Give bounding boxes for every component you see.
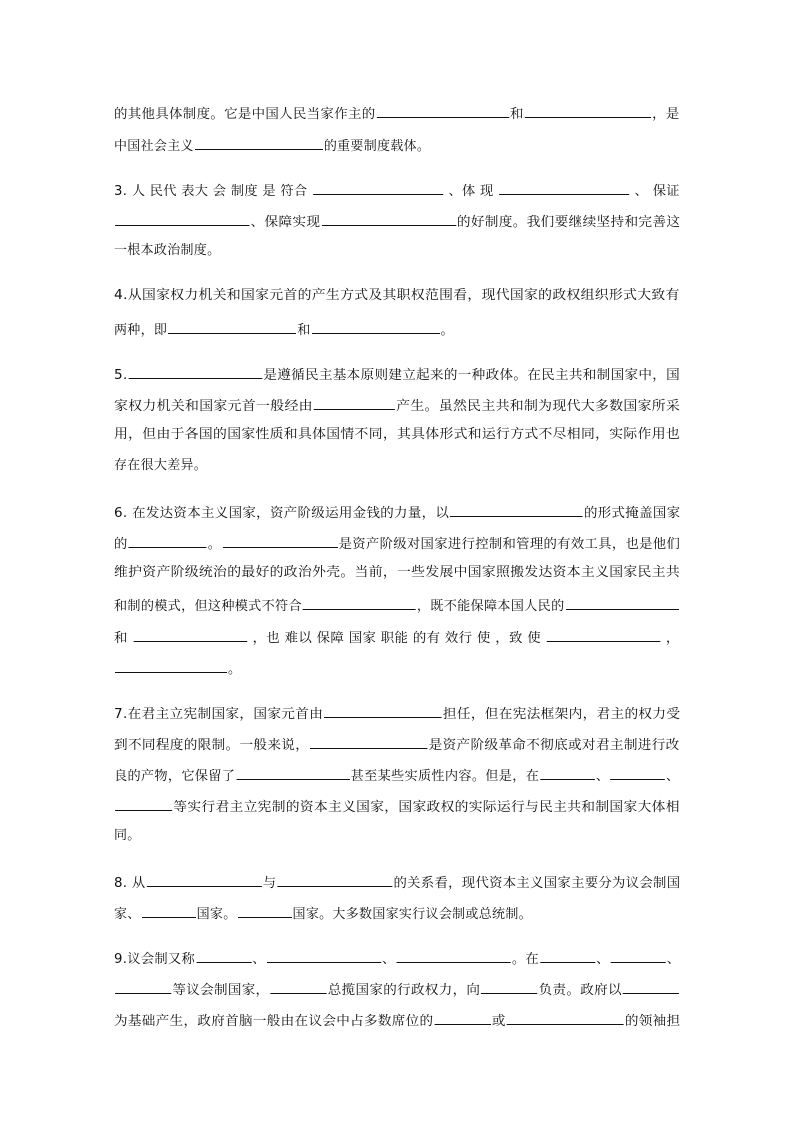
text-line bbox=[114, 628, 680, 647]
fill-in-blank[interactable] bbox=[525, 104, 651, 118]
fill-in-blank[interactable] bbox=[168, 320, 296, 334]
fill-in-blank[interactable] bbox=[397, 949, 511, 963]
fill-in-blank[interactable] bbox=[115, 212, 249, 226]
text-run: 。 bbox=[228, 662, 242, 677]
text-run: 6. 在发达资本主义国家，资产阶级运用金钱的力量，以 bbox=[114, 506, 450, 521]
fill-in-blank[interactable] bbox=[499, 181, 629, 195]
text-line bbox=[114, 104, 680, 123]
text-run: 总揽国家的行政权力，向 bbox=[327, 983, 481, 998]
fill-in-blank[interactable] bbox=[270, 980, 326, 994]
text-run: 和 bbox=[297, 323, 311, 338]
fill-in-blank[interactable] bbox=[611, 949, 666, 963]
fill-in-blank[interactable] bbox=[540, 766, 595, 780]
text-run: 产生。虽然民主共和制为现代大多数国家所采 bbox=[396, 399, 681, 414]
text-run: 中国社会主义 bbox=[114, 139, 194, 154]
fill-in-blank[interactable] bbox=[314, 396, 395, 410]
fill-in-blank[interactable] bbox=[133, 628, 247, 642]
text-run: 、 保证 bbox=[630, 184, 680, 199]
fill-in-blank[interactable] bbox=[238, 904, 292, 918]
text-run: 、 bbox=[596, 952, 610, 967]
text-run: ， bbox=[661, 631, 680, 646]
text-run: 、保障实现 bbox=[250, 215, 321, 230]
text-run: 和 bbox=[114, 631, 133, 646]
text-run: 。在 bbox=[511, 952, 540, 967]
text-run: ，也 难以 保障 国家 职能 的有 效行 使 ，致 使 bbox=[247, 631, 546, 646]
text-run: 同。 bbox=[114, 828, 141, 843]
text-line bbox=[114, 458, 207, 474]
text-line bbox=[114, 704, 680, 723]
text-line bbox=[114, 596, 680, 615]
fill-in-blank[interactable] bbox=[623, 980, 679, 994]
text-line bbox=[114, 565, 680, 581]
text-run: 家、 bbox=[114, 907, 141, 922]
fill-in-blank[interactable] bbox=[115, 659, 227, 673]
text-run: 。 bbox=[207, 537, 222, 552]
fill-in-blank[interactable] bbox=[610, 766, 665, 780]
text-run: ，既不能保障本国人民的 bbox=[416, 599, 565, 614]
text-line bbox=[114, 828, 141, 844]
text-run: 、 bbox=[595, 769, 610, 784]
fill-in-blank[interactable] bbox=[434, 1011, 490, 1025]
text-line bbox=[114, 766, 680, 785]
text-run: 负责。政府以 bbox=[538, 983, 622, 998]
fill-in-blank[interactable] bbox=[481, 980, 537, 994]
text-run: 到不同程度的限制。一般来说， bbox=[114, 738, 310, 753]
text-line bbox=[114, 735, 680, 754]
text-line bbox=[114, 427, 680, 443]
fill-in-blank[interactable] bbox=[313, 181, 443, 195]
fill-in-blank[interactable] bbox=[450, 503, 583, 517]
text-run: 维护资产阶级统治的最好的政治外壳。当前，一些发展中国家照搬发达资本主义国家民主共 bbox=[114, 565, 681, 580]
text-line bbox=[114, 1011, 680, 1030]
text-run: 4.从国家权力机关和国家元首的产生方式及其职权范围看，现代国家的政权组织形式大致有 bbox=[114, 288, 680, 303]
text-line bbox=[114, 365, 680, 384]
fill-in-blank[interactable] bbox=[324, 704, 442, 718]
text-run: 、体 现 bbox=[444, 184, 499, 199]
text-run: 担任，但在宪法框架内，君主的权力受 bbox=[442, 707, 681, 722]
text-run: 和 bbox=[509, 107, 524, 122]
text-run: 的重要制度载体。 bbox=[323, 139, 431, 154]
fill-in-blank[interactable] bbox=[147, 873, 262, 887]
fill-in-blank[interactable] bbox=[195, 136, 323, 150]
fill-in-blank[interactable] bbox=[321, 212, 455, 226]
text-run: 、 bbox=[382, 952, 396, 967]
text-line bbox=[114, 659, 241, 678]
text-run: 和制的模式，但这种模式不符合 bbox=[114, 599, 302, 614]
text-run: 、 bbox=[666, 769, 680, 784]
text-run: 良的产物，它保留了 bbox=[114, 769, 236, 784]
fill-in-blank[interactable] bbox=[277, 873, 392, 887]
text-run: 、 bbox=[666, 952, 681, 967]
text-run: 家权力机关和国家元首一般经由 bbox=[114, 399, 313, 414]
text-run: 8. 从 bbox=[114, 876, 146, 891]
text-run: 等议会制国家， bbox=[172, 983, 270, 998]
fill-in-blank[interactable] bbox=[303, 596, 416, 610]
fill-in-blank[interactable] bbox=[236, 766, 349, 780]
fill-in-blank[interactable] bbox=[507, 1011, 624, 1025]
text-line bbox=[114, 243, 220, 259]
text-run: 的 bbox=[114, 537, 128, 552]
fill-in-blank[interactable] bbox=[115, 980, 171, 994]
text-line bbox=[114, 797, 680, 816]
text-line bbox=[114, 288, 680, 304]
fill-in-blank[interactable] bbox=[129, 534, 207, 548]
text-run: 国家。大多数国家实行议会制或总统制。 bbox=[292, 907, 532, 922]
text-run: 是资产阶级革命不彻底或对君主制进行改 bbox=[428, 738, 680, 753]
text-line bbox=[114, 949, 680, 968]
text-run: 等实行君主立宪制的资本主义国家，国家政权的实际运行与民主共和制国家大体相 bbox=[173, 800, 680, 815]
text-run: 为基础产生，政府首脑一般由在议会中占多数席位的 bbox=[114, 1014, 434, 1029]
text-line bbox=[114, 873, 680, 892]
text-run: 是资产阶级对国家进行控制和管理的有效工具，也是他们 bbox=[338, 537, 681, 552]
fill-in-blank[interactable] bbox=[142, 904, 196, 918]
fill-in-blank[interactable] bbox=[312, 320, 440, 334]
text-run: 用，但由于各国的国家性质和具体国情不同，其具体形式和运行方式不尽相同，实际作用也 bbox=[114, 427, 681, 442]
text-run: 国家。 bbox=[196, 907, 237, 922]
text-line bbox=[114, 320, 454, 339]
text-run: 9.议会制又称 bbox=[114, 952, 196, 967]
text-run: 是遵循民主基本原则建立起来的一种政体。在民主共和制国家中，国 bbox=[263, 368, 681, 383]
fill-in-blank[interactable] bbox=[547, 628, 661, 642]
text-line bbox=[114, 534, 680, 553]
text-run: 的领袖担 bbox=[624, 1014, 681, 1029]
text-run: 。 bbox=[440, 323, 454, 338]
text-run: 的关系看，现代资本主义国家主要分为议会制国 bbox=[393, 876, 681, 891]
fill-in-blank[interactable] bbox=[540, 949, 595, 963]
text-line bbox=[114, 212, 680, 231]
text-run: 甚至某些实质性内容。但是，在 bbox=[350, 769, 540, 784]
text-line bbox=[114, 904, 532, 923]
text-run: 的其他具体制度。它是中国人民当家作主的 bbox=[114, 107, 376, 122]
text-line bbox=[114, 181, 680, 200]
text-run: 7.在君主立宪制国家，国家元首由 bbox=[114, 707, 324, 722]
text-run: 5. bbox=[114, 368, 128, 383]
fill-in-blank[interactable] bbox=[566, 596, 679, 610]
text-run: 一根本政治制度。 bbox=[114, 243, 221, 258]
fill-in-blank[interactable] bbox=[115, 797, 172, 811]
text-run: 或 bbox=[491, 1014, 506, 1029]
fill-in-blank[interactable] bbox=[310, 735, 427, 749]
fill-in-blank[interactable] bbox=[377, 104, 509, 118]
text-run: 的好制度。我们要继续坚持和完善这 bbox=[456, 215, 681, 230]
text-line bbox=[114, 396, 680, 415]
fill-in-blank[interactable] bbox=[196, 949, 251, 963]
fill-in-blank[interactable] bbox=[223, 534, 338, 548]
fill-in-blank[interactable] bbox=[267, 949, 381, 963]
text-line bbox=[114, 980, 680, 999]
text-run: 与 bbox=[262, 876, 277, 891]
fill-in-blank[interactable] bbox=[129, 365, 263, 379]
text-run: 的形式掩盖国家 bbox=[583, 506, 681, 521]
text-run: 存在很大差异。 bbox=[114, 458, 208, 473]
text-run: 两种，即 bbox=[114, 323, 168, 338]
text-line bbox=[114, 503, 680, 522]
text-run: ，是 bbox=[652, 107, 680, 122]
text-run: 3. 人 民代 表大 会 制度 是 符合 bbox=[114, 184, 312, 199]
text-run: 、 bbox=[252, 952, 266, 967]
text-line bbox=[114, 136, 430, 155]
